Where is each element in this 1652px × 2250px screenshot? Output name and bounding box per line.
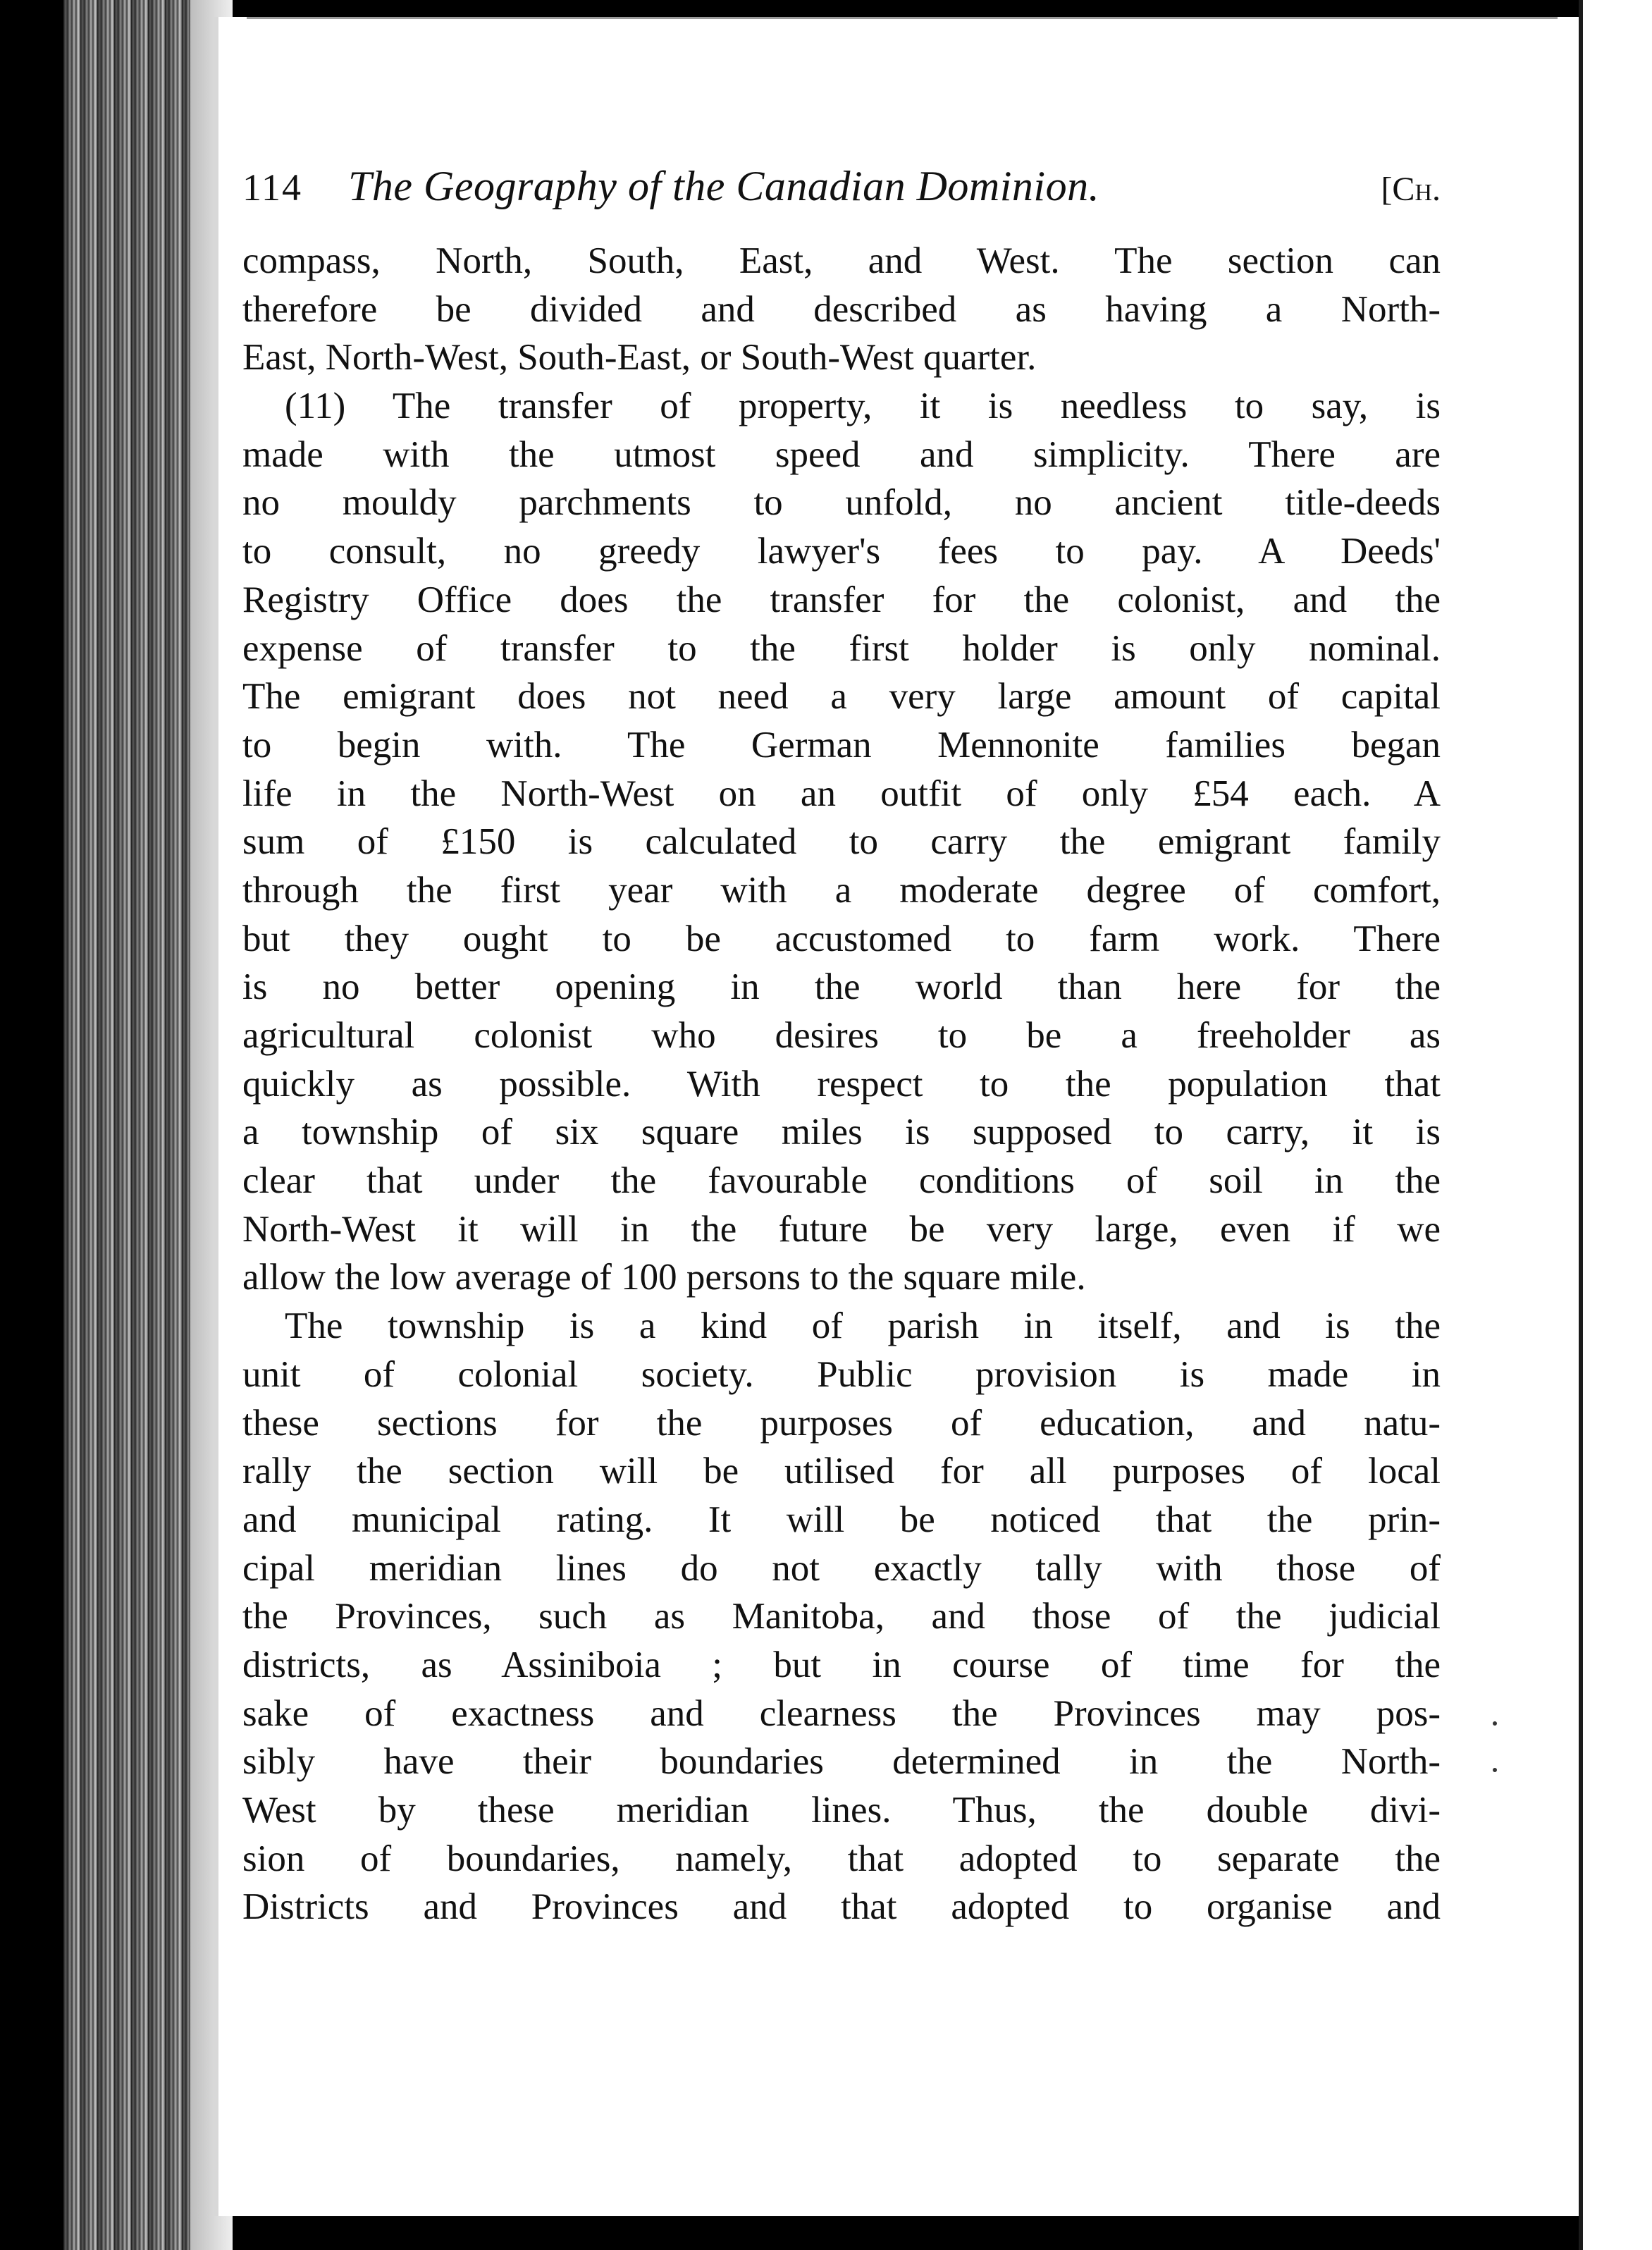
text-line: compass, North, South, East, and West. The section can <box>242 240 1441 281</box>
book-page-edges <box>63 0 233 2250</box>
text-line: life in the North-West on an outfit of only £54 each. A <box>242 773 1441 814</box>
text-line: cipal meridian lines do not exactly tally with those of <box>242 1547 1441 1589</box>
text-line: clear that under the favourable conditions of soil in the <box>242 1160 1441 1202</box>
text-line: sibly have their boundaries determined in the North- <box>242 1741 1441 1783</box>
text-line: no mouldy parchments to unfold, no ancient title-deeds <box>242 482 1441 524</box>
text-line: through the first year with a moderate degree of comfort, <box>242 869 1441 911</box>
text-line: made with the utmost speed and simplicity. There are <box>242 434 1441 475</box>
text-line: agricultural colonist who desires to be a freeholder as <box>242 1015 1441 1056</box>
text-line: to consult, no greedy lawyer's fees to pay. A Deeds' <box>242 531 1441 572</box>
text-line: a township of six square miles is supposed to carry, it is <box>242 1112 1441 1153</box>
facing-page-edge <box>1579 0 1652 2250</box>
text-line: sion of boundaries, namely, that adopted to separate the <box>242 1838 1441 1879</box>
text-line: sum of £150 is calculated to carry the emigrant family <box>242 821 1441 863</box>
text-line: to begin with. The German Mennonite families began <box>242 724 1441 766</box>
margin-speck <box>1493 1721 1497 1726</box>
body-text <box>242 237 1441 1931</box>
text-line: the Provinces, such as Manitoba, and those of the judicial <box>242 1596 1441 1637</box>
page-number: 114 <box>242 166 302 209</box>
text-line: (11) The transfer of property, it is needless to say, is <box>285 386 1441 427</box>
text-line: Districts and Provinces and that adopted to organise and <box>242 1886 1441 1928</box>
text-line: unit of colonial society. Public provision is made in <box>242 1353 1441 1395</box>
text-line: but they ought to be accustomed to farm work. There <box>242 918 1441 959</box>
text-line: The township is a kind of parish in itself, and is the <box>285 1305 1441 1347</box>
page-top-edge <box>247 17 1558 19</box>
text-line: these sections for the purposes of education, and natu- <box>242 1402 1441 1444</box>
running-title: The Geography of the Canadian Dominion. <box>348 163 1100 209</box>
text-line: expense of transfer to the first holder is only nominal. <box>242 627 1441 669</box>
text-line: districts, as Assiniboia ; but in course of time for the <box>242 1644 1441 1685</box>
text-line: allow the low average of 100 persons to the square mile. <box>242 1257 1086 1298</box>
text-line: is no better opening in the world than here for the <box>242 966 1441 1008</box>
text-line: rally the section will be utilised for all purposes of local <box>242 1451 1441 1492</box>
text-line: North-West it will in the future be very large, even if we <box>242 1208 1441 1250</box>
text-line: The emigrant does not need a very large amount of capital <box>242 676 1441 718</box>
text-line: West by these meridian lines. Thus, the double divi- <box>242 1790 1441 1831</box>
margin-speck <box>1493 1768 1497 1772</box>
text-line: and municipal rating. It will be noticed that the prin- <box>242 1499 1441 1540</box>
text-line: Registry Office does the transfer for the colonist, and the <box>242 579 1441 620</box>
text-line: quickly as possible. With respect to the population that <box>242 1063 1441 1105</box>
text-line: sake of exactness and clearness the Provinces may pos- <box>242 1692 1441 1734</box>
chapter-reference: [Ch. <box>1381 171 1441 208</box>
page-text-block <box>242 162 1441 1931</box>
text-line: East, North-West, South-East, or South-West quarter. <box>242 337 1037 379</box>
text-line: therefore be divided and described as having a North- <box>242 288 1441 330</box>
running-header <box>242 162 1441 233</box>
